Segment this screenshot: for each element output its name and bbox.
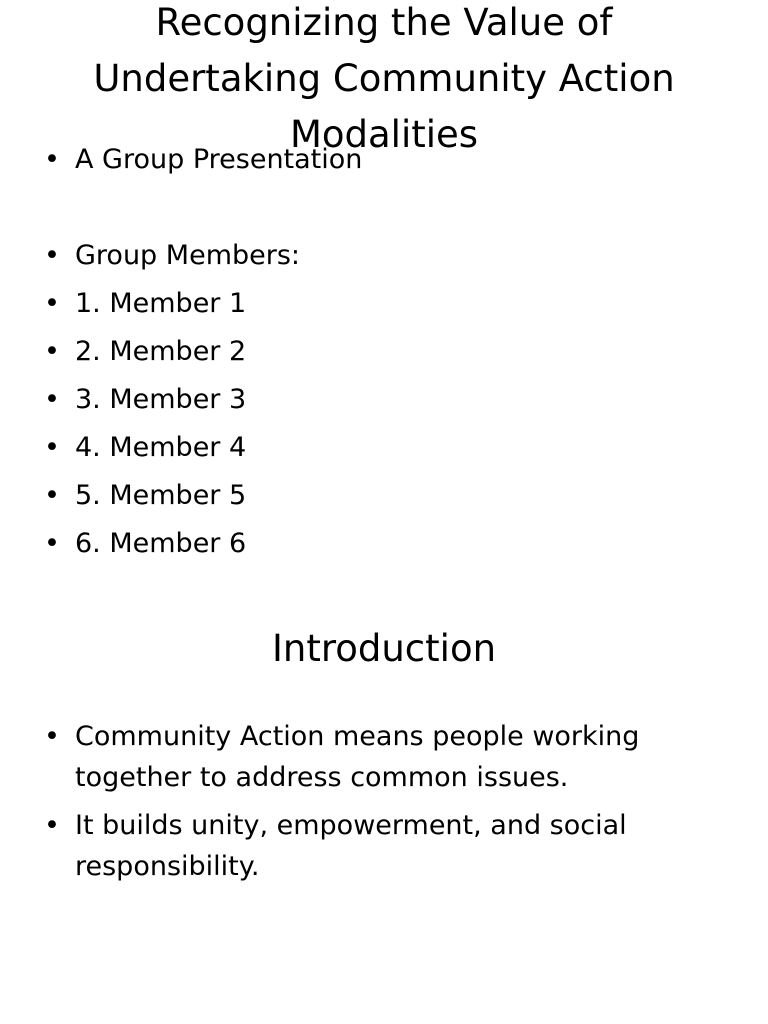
list-item [44,140,724,188]
list-item-empty [44,188,724,236]
slide-title: Recognizing the Value of Undertaking Community Action Modalities [93,1,675,156]
list-item [44,380,724,428]
bullet-dot: • [44,528,60,559]
bullet-dot: • [44,480,60,511]
list-item [44,716,724,798]
section-title-introduction: Introduction [271,627,497,670]
bullet-text: 3. Member 3 [75,384,247,415]
list-item [44,332,724,380]
bullet-dot: • [44,288,60,319]
bullet-dot: • [44,336,60,367]
list-item [44,284,724,332]
list-item [44,476,724,524]
bullet-dot: • [44,432,60,463]
bullet-text: 6. Member 6 [75,528,247,559]
bullet-dot: • [44,384,60,415]
bullet-text: 1. Member 1 [75,288,247,319]
list-item [44,805,724,887]
bullet-text: It builds unity, empowerment, and social responsibility. [75,810,627,882]
bullet-dot: • [44,721,60,752]
bullet-text: Community Action means people working together to address common issues. [75,721,640,793]
list-item [44,236,724,284]
bullet-dot: • [44,240,60,271]
bullet-text: 2. Member 2 [75,336,247,367]
bullet-text: 4. Member 4 [75,432,247,463]
list-item [44,524,724,572]
bullet-text: 5. Member 5 [75,480,247,511]
bullet-dot: • [44,810,60,841]
members-bullet-list [44,140,724,572]
bullet-dot: • [44,144,60,175]
list-item [44,428,724,476]
introduction-bullet-list [44,716,724,894]
bullet-text: A Group Presentation [75,144,363,175]
bullet-text: Group Members: [75,240,301,271]
